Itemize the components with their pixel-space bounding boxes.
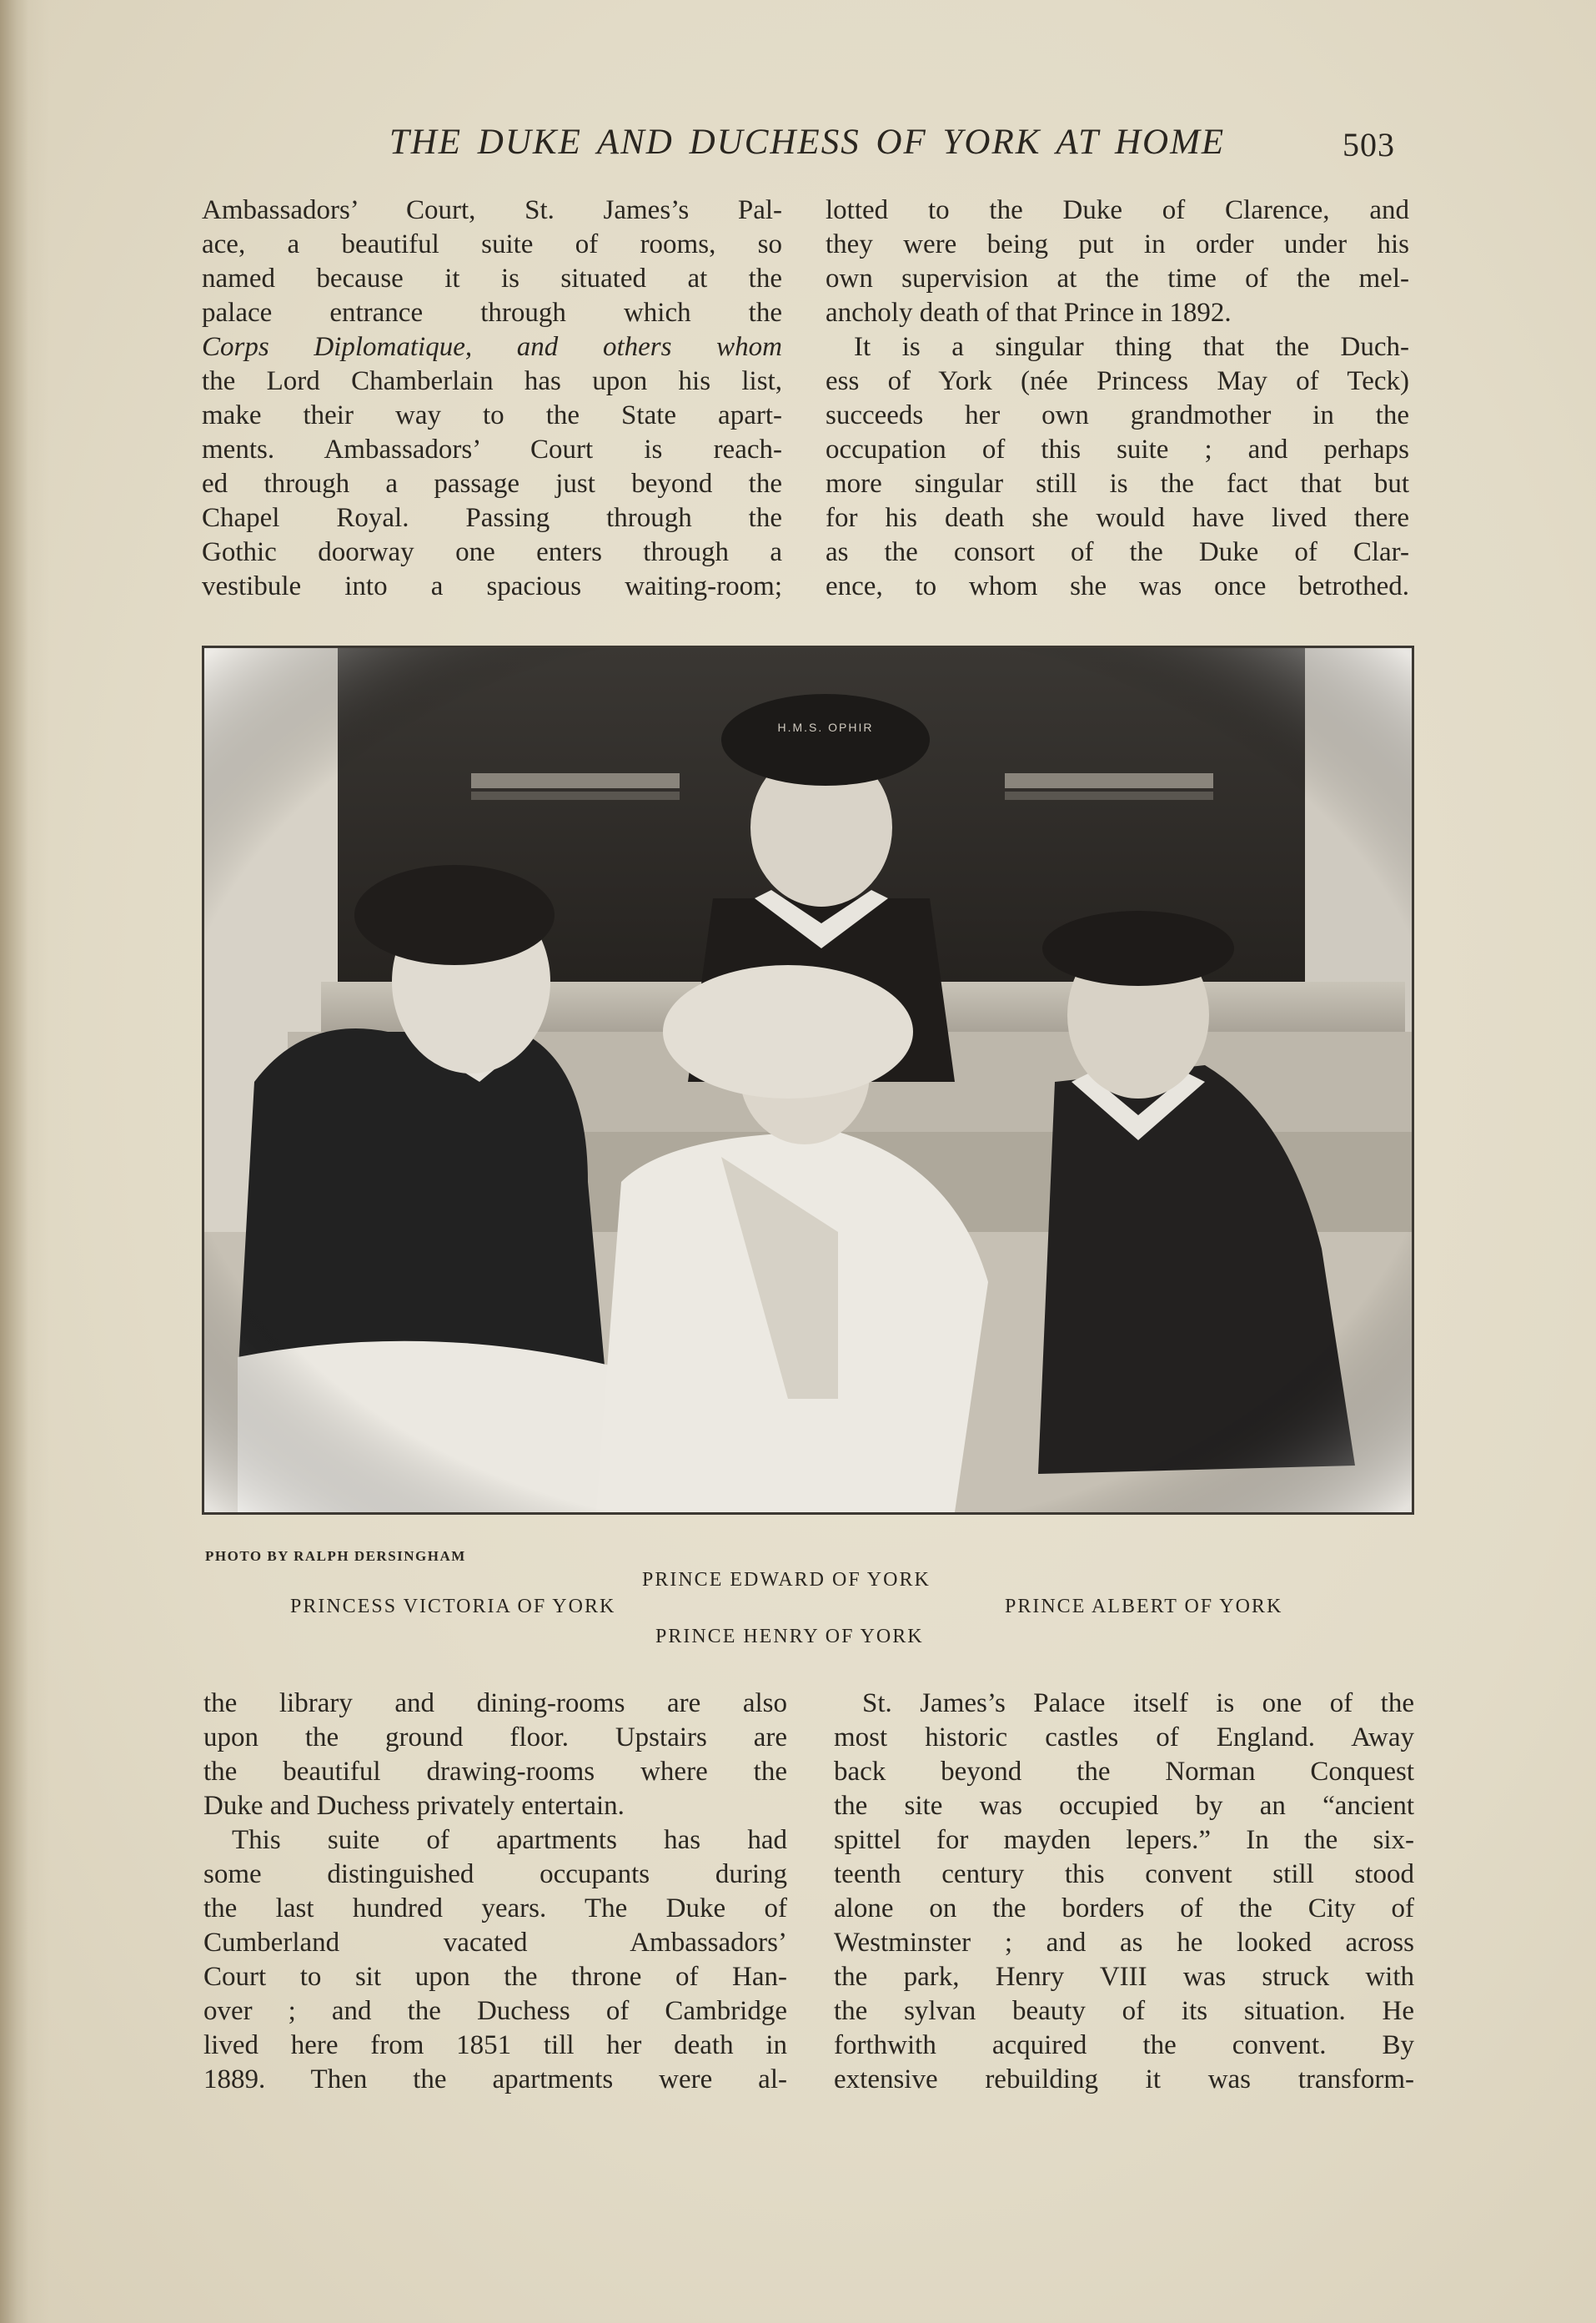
book-spine-shadow xyxy=(0,0,28,2323)
page-number: 503 xyxy=(1343,126,1395,163)
top-left-column xyxy=(202,194,782,604)
text-line: they were being put in order under his xyxy=(826,229,1409,259)
top-right-column xyxy=(826,194,1409,604)
text-line: ence, to whom she was once betrothed. xyxy=(826,571,1409,601)
caption-princess-victoria: PRINCESS VICTORIA OF YORK xyxy=(290,1596,616,1617)
text-line: some distinguished occupants during xyxy=(203,1859,787,1889)
text-line: Chapel Royal. Passing through the xyxy=(202,503,782,533)
text-line: forthwith acquired the convent. By xyxy=(834,2030,1414,2060)
text-line: ace, a beautiful suite of rooms, so xyxy=(202,229,782,259)
bottom-right-column xyxy=(834,1687,1414,2097)
text-line: the beautiful drawing-rooms where the xyxy=(203,1757,787,1787)
text-line: over ; and the Duchess of Cambridge xyxy=(203,1996,787,2026)
text-line: own supervision at the time of the mel- xyxy=(826,264,1409,294)
text-line: for his death she would have lived there xyxy=(826,503,1409,533)
text-line: Ambassadors’ Court, St. James’s Pal- xyxy=(202,195,782,225)
caption-prince-edward: PRINCE EDWARD OF YORK xyxy=(642,1569,931,1591)
running-title: THE DUKE AND DUCHESS OF YORK AT HOME xyxy=(389,123,1226,162)
text-line: the park, Henry VIII was struck with xyxy=(834,1962,1414,1992)
text-line-italic-phrase: Corps Diplomatique, and others whom xyxy=(202,332,782,362)
text-line: the Lord Chamberlain has upon his list, xyxy=(202,366,782,396)
text-line: lived here from 1851 till her death in xyxy=(203,2030,787,2060)
text-line: lotted to the Duke of Clarence, and xyxy=(826,195,1409,225)
text-line: the sylvan beauty of its situation. He xyxy=(834,1996,1414,2026)
text-line: more singular still is the fact that but xyxy=(826,469,1409,499)
text-line: vestibule into a spacious waiting-room; xyxy=(202,571,782,601)
text-line: alone on the borders of the City of xyxy=(834,1893,1414,1923)
text-line: ments. Ambassadors’ Court is reach- xyxy=(202,435,782,465)
caption-prince-henry: PRINCE HENRY OF YORK xyxy=(655,1626,924,1647)
text-line: Gothic doorway one enters through a xyxy=(202,537,782,567)
text-line: named because it is situated at the xyxy=(202,264,782,294)
text-line: upon the ground floor. Upstairs are xyxy=(203,1722,787,1752)
text-line: occupation of this suite ; and perhaps xyxy=(826,435,1409,465)
text-line: teenth century this convent still stood xyxy=(834,1859,1414,1889)
text-line: make their way to the State apart- xyxy=(202,400,782,430)
photo-credit: PHOTO BY RALPH DERSINGHAM xyxy=(205,1548,466,1564)
text-line: Court to sit upon the throne of Han- xyxy=(203,1962,787,1992)
text-line: ess of York (née Princess May of Teck) xyxy=(826,366,1409,396)
text-line: as the consort of the Duke of Clar- xyxy=(826,537,1409,567)
caption-prince-albert: PRINCE ALBERT OF YORK xyxy=(1005,1596,1283,1617)
text-line: the site was occupied by an “ancient xyxy=(834,1791,1414,1821)
text-line: spittel for mayden lepers.” In the six- xyxy=(834,1825,1414,1855)
text-line: the last hundred years. The Duke of xyxy=(203,1893,787,1923)
text-line: Duke and Duchess privately entertain. xyxy=(203,1791,625,1821)
text-line: Westminster ; and as he looked across xyxy=(834,1928,1414,1958)
text-line: extensive rebuilding it was transform- xyxy=(834,2064,1414,2094)
text-line: ed through a passage just beyond the xyxy=(202,469,782,499)
photo-illustration xyxy=(204,648,1412,1512)
text-line: most historic castles of England. Away xyxy=(834,1722,1414,1752)
paragraph-start-line: This suite of apartments has had xyxy=(232,1825,787,1855)
text-line: the library and dining-rooms are also xyxy=(203,1688,787,1718)
text-line: Cumberland vacated Ambassadors’ xyxy=(203,1928,787,1958)
text-line: 1889. Then the apartments were al- xyxy=(203,2064,787,2094)
text-line: back beyond the Norman Conquest xyxy=(834,1757,1414,1787)
paragraph-start-line: It is a singular thing that the Duch- xyxy=(854,332,1409,362)
photograph-royal-children xyxy=(202,646,1414,1515)
bottom-left-column xyxy=(203,1687,787,2097)
text-line: palace entrance through which the xyxy=(202,298,782,328)
paragraph-start-line: St. James’s Palace itself is one of the xyxy=(862,1688,1414,1718)
text-line: succeeds her own grandmother in the xyxy=(826,400,1409,430)
text-line: ancholy death of that Prince in 1892. xyxy=(826,298,1232,328)
